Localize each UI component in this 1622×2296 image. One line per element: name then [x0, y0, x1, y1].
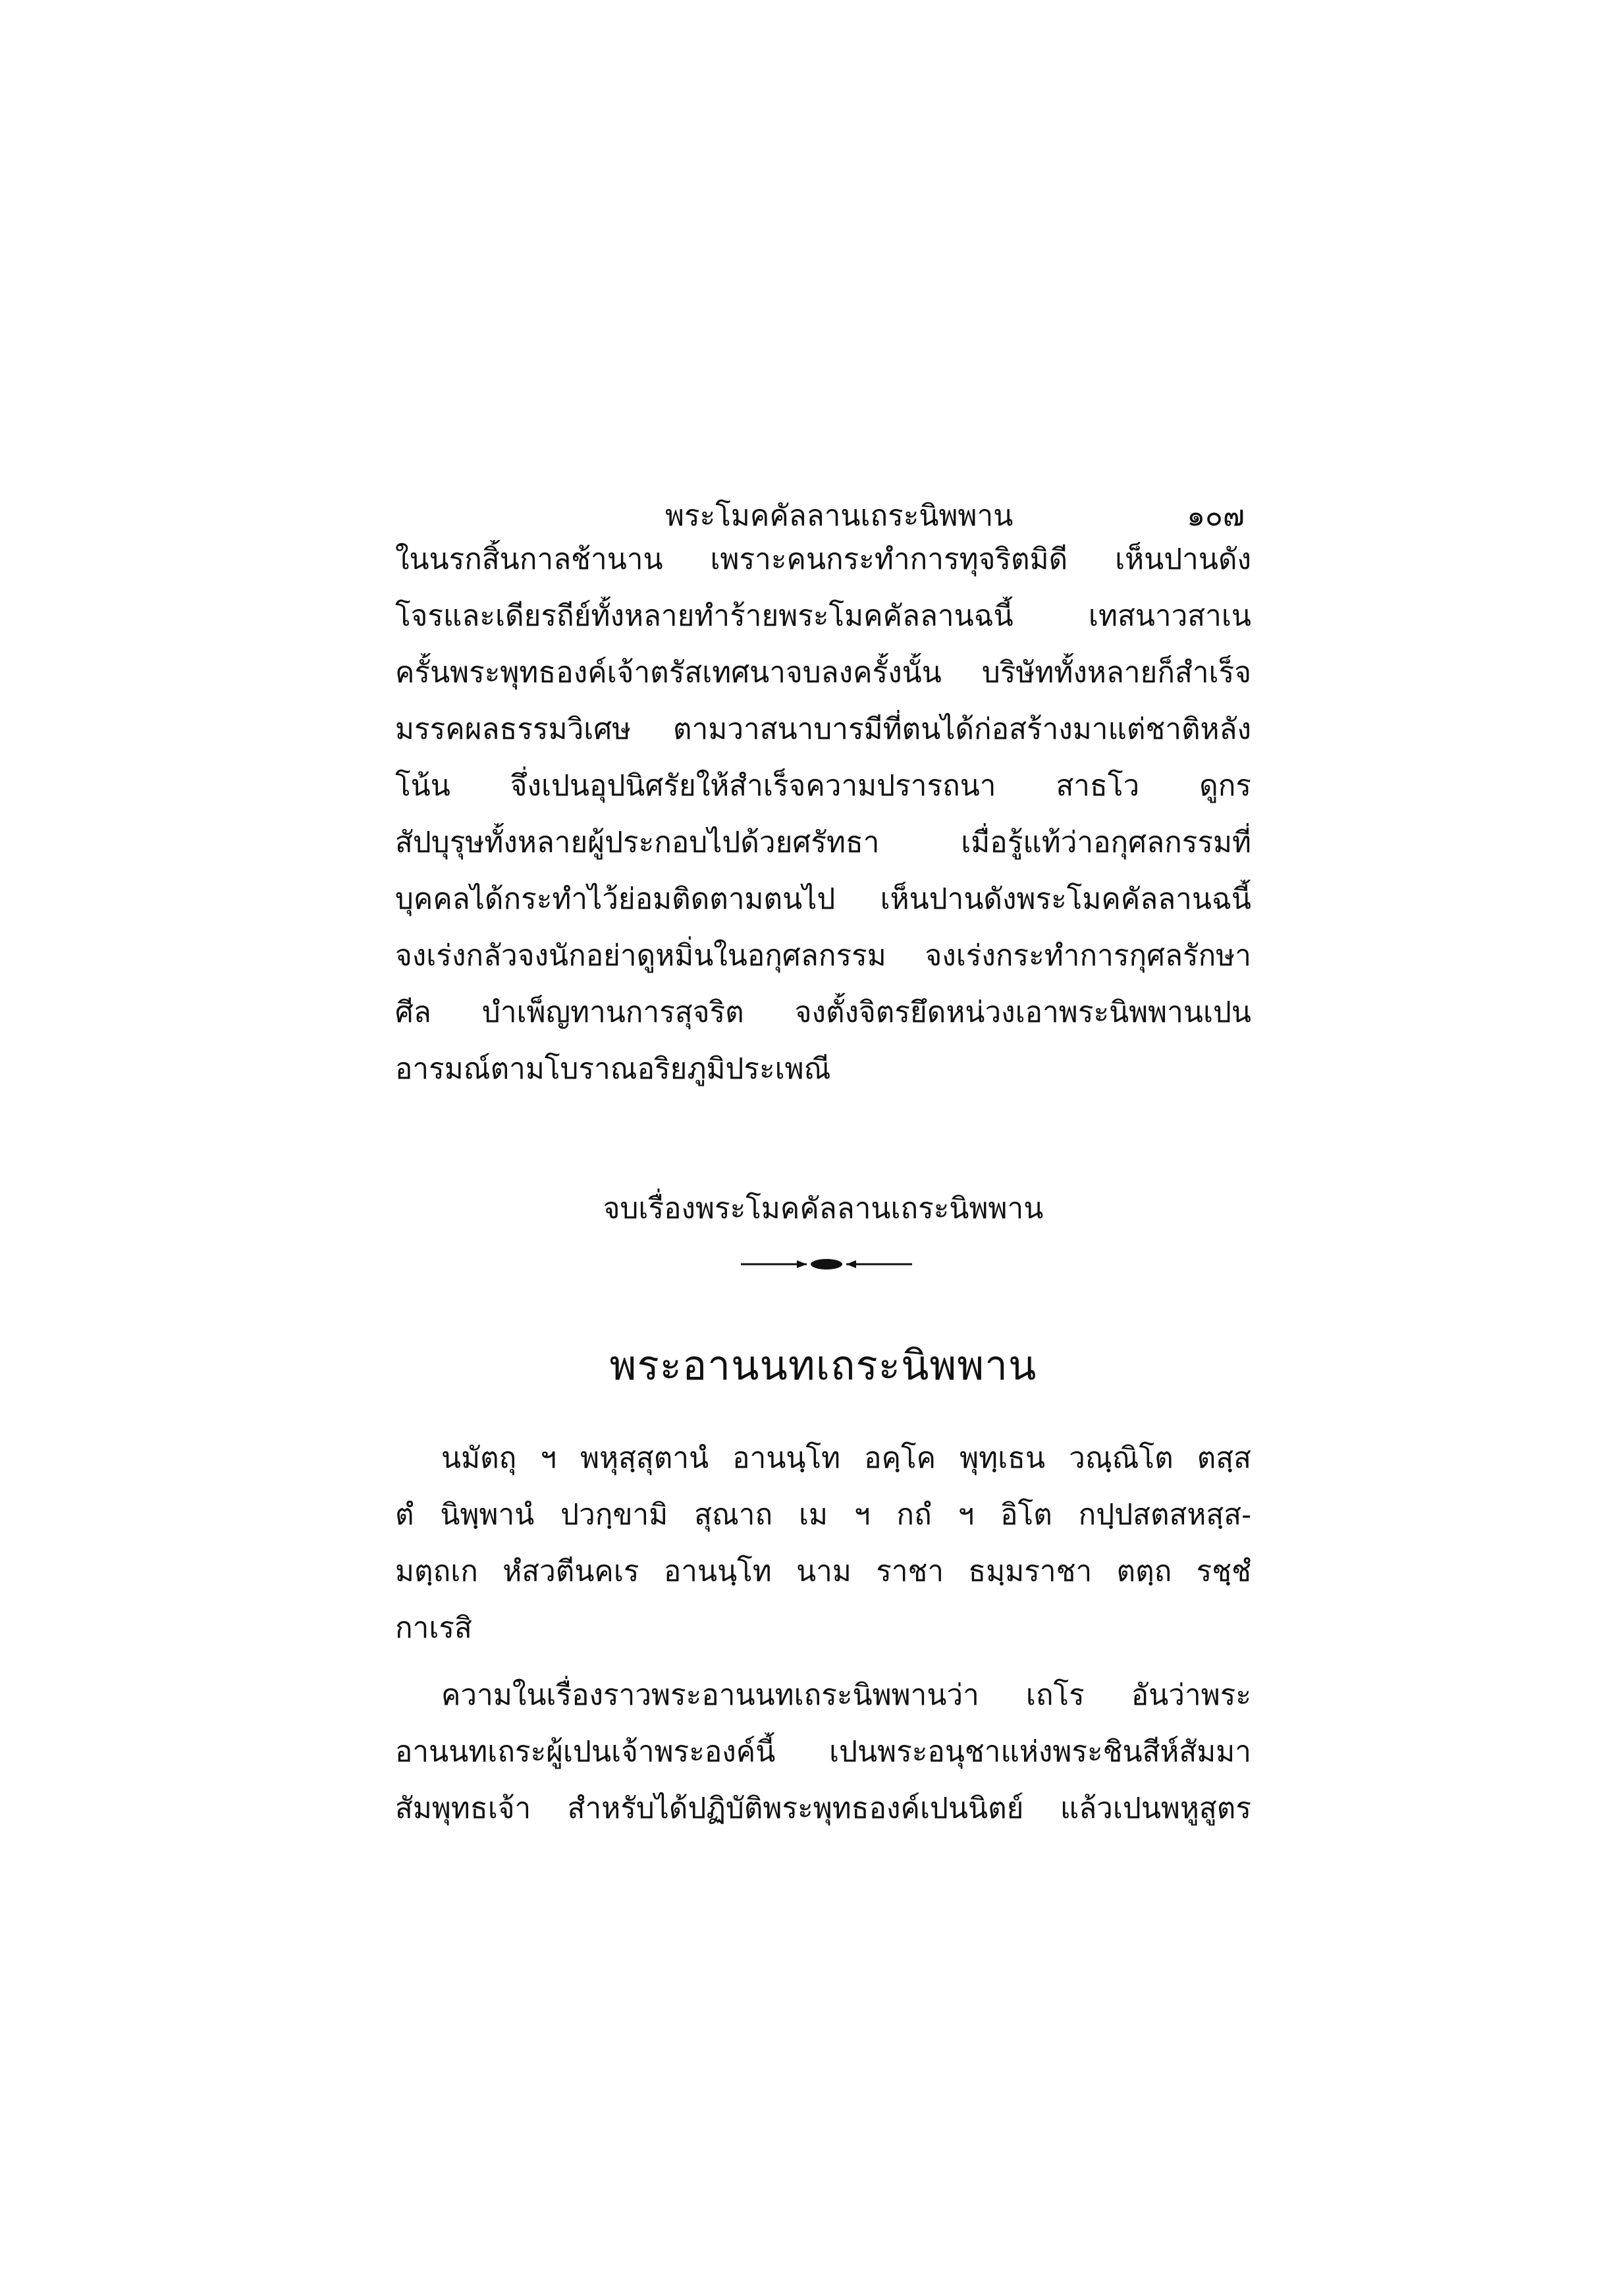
text-line: มรรคผลธรรมวิเศษ ตามวาสนาบารมีที่ตนได้ก่อสร้างมาแต่ชาติหลัง	[395, 712, 1251, 746]
pali-line: ตํ นิพฺพานํ ปวกฺขามิ สุณาถ เม ฯ กถํ ฯ อิโต กปฺปสตสหสฺส-	[395, 1498, 1251, 1532]
running-head-title: พระโมคคัลลานเถระนิพพาน	[665, 499, 1014, 533]
text-line: สัปบุรุษทั้งหลายผู้ประกอบไปด้วยศรัทธา เมื่อรู้แท้ว่าอกุศลกรรมที่	[395, 826, 1251, 859]
pali-line: มตฺถเก หํสวตีนคเร อานนฺโท นาม ราชา ธมฺมราชา ตตฺถ รชฺชํ	[395, 1555, 1251, 1588]
end-note: จบเรื่องพระโมคคัลลานเถระนิพพาน	[603, 1192, 1044, 1225]
text-line: ในนรกสิ้นกาลช้านาน เพราะคนกระทำการทุจริตมิดี เห็นปานดัง	[395, 543, 1251, 576]
text-line: ครั้นพระพุทธองค์เจ้าตรัสเทศนาจบลงครั้งนั้น บริษัททั้งหลายก็สำเร็จ	[395, 656, 1251, 689]
text-line: โน้น จึ่งเปนอุปนิศรัยให้สำเร็จความปรารถนา สาธโว ดูกร	[395, 769, 1251, 803]
running-head	[395, 493, 1251, 539]
text-line: อานนทเถระผู้เปนเจ้าพระองค์นี้ เปนพระอนุชาแห่งพระชินสีห์สัมมา	[395, 1735, 1251, 1769]
text-line: โจรและเดียรถีย์ทั้งหลายทำร้ายพระโมคคัลลานฉนี้ เทสนาวสาเน	[395, 599, 1251, 633]
page-number: ๑๐๗	[1187, 499, 1245, 533]
text-line: จงเร่งกลัวจงนักอย่าดูหมิ่นในอกุศลกรรม จงเร่งกระทำการกุศลรักษา	[395, 939, 1251, 973]
text-line: บุคคลได้กระทำไว้ย่อมติดตามตนไป เห็นปานดังพระโมคคัลลานฉนี้	[395, 882, 1251, 916]
section-title: พระอานนทเถระนิพพาน	[609, 1341, 1037, 1389]
pali-line: นมัตถุ ฯ พหุสฺสุตานํ อานนฺโท อคฺโค พุทฺเธน วณฺณิโต ตสฺส	[441, 1441, 1251, 1475]
text-line: อารมณ์ตามโบราณอริยภูมิประเพณี	[395, 1052, 831, 1086]
text-line: ศีล บำเพ็ญทานการสุจริต จงตั้งจิตรยึดหน่วงเอาพระนิพพานเปน	[395, 996, 1251, 1029]
text-line: ความในเรื่องราวพระอานนทเถระนิพพานว่า เถโร อันว่าพระ	[441, 1678, 1251, 1712]
pali-line: กาเรสิ	[395, 1611, 472, 1645]
text-line: สัมพุทธเจ้า สำหรับได้ปฏิบัติพระพุทธองค์เปนนิตย์ แล้วเปนพหูสูตร	[395, 1792, 1251, 1825]
divider-ornament	[741, 1254, 912, 1274]
